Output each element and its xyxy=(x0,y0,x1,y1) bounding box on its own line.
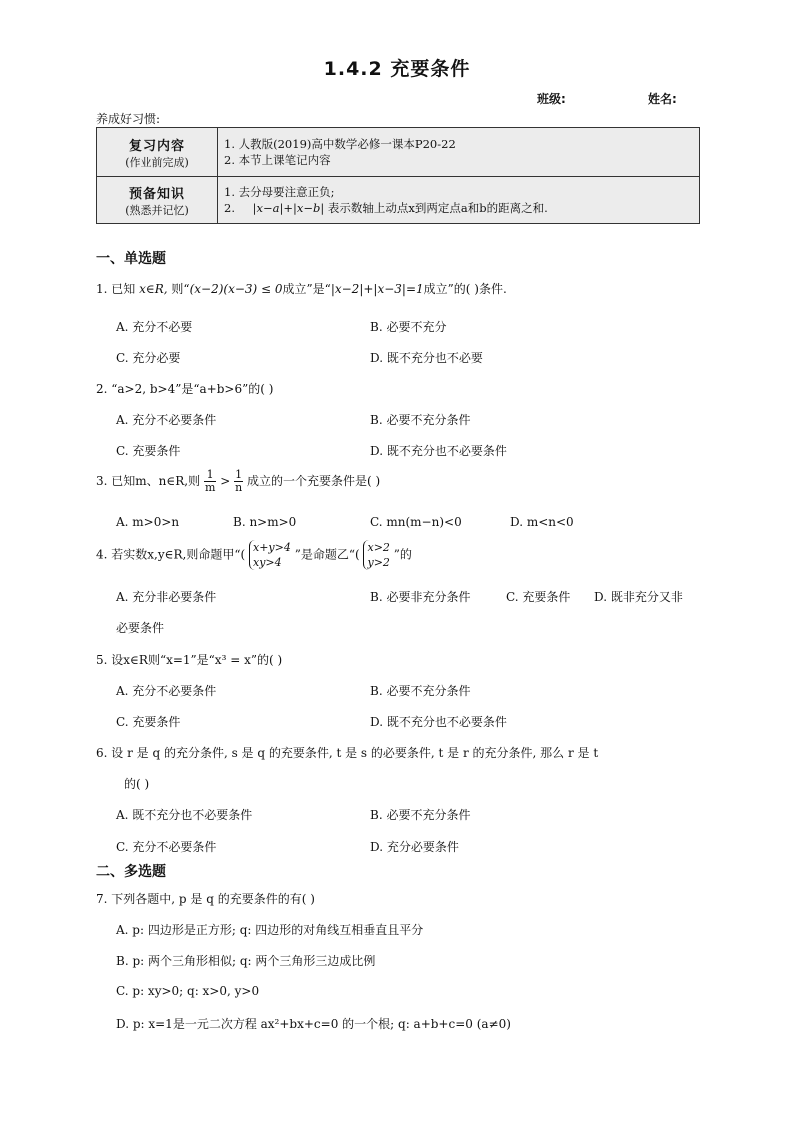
option-b: B. 必要不充分条件 xyxy=(370,808,471,822)
question-3: 3. 已知m、n∈R,则 $\frac{1}{m}$ > $\frac{1}{n}$ 成立的一个充要条件是( ) xyxy=(96,468,381,494)
review-items-cell xyxy=(218,128,700,177)
review-table xyxy=(96,127,700,224)
question-7: 7. 下列各题中, p 是 q 的充要条件的有( ) xyxy=(96,892,315,906)
review-item: 1. 人教版(2019)高中数学必修一课本P20-22 xyxy=(224,137,456,151)
option-a: A. 充分不必要条件 xyxy=(116,413,217,427)
page-title: 1.4.2 充要条件 xyxy=(323,58,471,80)
distance-expression: |x−a|+|x−b| xyxy=(252,201,325,215)
question-5: 5. 设x∈R则“x=1”是“x³ = x”的( ) xyxy=(96,653,283,667)
option-d: D. 充分必要条件 xyxy=(370,840,459,854)
system-b: x>2 y>2 xyxy=(363,540,389,570)
option-d: D. 既不充分也不必要条件 xyxy=(370,444,507,458)
question-1: 1. 已知 x∈R, 则“(x−2)(x−3) ≤ 0成立”是“|x−2|+|x−3|=1成立”的( )条件. xyxy=(96,282,507,296)
prep-items-cell xyxy=(218,177,700,224)
option-c: C. mn(m−n)<0 xyxy=(370,515,462,529)
question-6: 6. 设 r 是 q 的充分条件, s 是 q 的充要条件, t 是 s 的必要条件, t 是 r 的充分条件, 那么 r 是 t xyxy=(96,746,599,760)
option-b: B. 必要非充分条件 xyxy=(370,590,471,604)
prep-row xyxy=(97,177,700,224)
option-c: C. 充分不必要条件 xyxy=(116,840,217,854)
option-a: A. 充分不必要 xyxy=(116,320,193,334)
option-d-wrap: 必要条件 xyxy=(116,621,165,635)
option-b: B. n>m>0 xyxy=(233,515,297,529)
option-b: B. 必要不充分条件 xyxy=(370,413,471,427)
option-c: C. 充要条件 xyxy=(116,715,181,729)
prep-sub: (熟悉并记忆) xyxy=(125,203,189,217)
option-a: A. 既不充分也不必要条件 xyxy=(116,808,253,822)
option-d: D. 既不充分也不必要 xyxy=(370,351,483,365)
prep-item: 2. |x−a|+|x−b| 表示数轴上动点x到两定点a和b的距离之和. xyxy=(224,201,548,215)
section-single-choice: 一、单选题 xyxy=(96,251,166,267)
option-a: A. m>0>n xyxy=(116,515,180,529)
review-item: 2. 本节上课笔记内容 xyxy=(224,153,331,167)
review-head: 复习内容 xyxy=(128,138,185,154)
option-d: D. 既非充分又非 xyxy=(594,590,683,604)
option-d: D. m<n<0 xyxy=(510,515,574,529)
habit-label: 养成好习惯: xyxy=(96,112,161,126)
option-d: D. p: x=1是一元二次方程 ax²+bx+c=0 的一个根; q: a+b+c=0 (a≠0) xyxy=(116,1017,511,1031)
prep-head-cell xyxy=(97,177,218,224)
option-b: B. p: 两个三角形相似; q: 两个三角形三边成比例 xyxy=(116,954,376,968)
question-4: 4. 若实数x,y∈R,则命题甲“( x+y>4 xy>4 ”是命题乙“( x>2 y>2 ”的 xyxy=(96,541,412,569)
option-c: C. 充要条件 xyxy=(506,590,571,604)
section-multiple-choice: 二、多选题 xyxy=(96,864,166,880)
question-2: 2. “a>2, b>4”是“a+b>6”的( ) xyxy=(96,382,274,396)
fraction-1-over-m: $\frac{1}{m}$ xyxy=(204,468,216,494)
option-c: C. 充要条件 xyxy=(116,444,181,458)
option-d: D. 既不充分也不必要条件 xyxy=(370,715,507,729)
option-b: B. 必要不充分 xyxy=(370,320,447,334)
option-b: B. 必要不充分条件 xyxy=(370,684,471,698)
option-a: A. 充分不必要条件 xyxy=(116,684,217,698)
system-a: x+y>4 xy>4 xyxy=(249,540,291,570)
option-c: C. 充分必要 xyxy=(116,351,181,365)
review-head-cell xyxy=(97,128,218,177)
name-label: 姓名: xyxy=(648,92,677,106)
class-label: 班级: xyxy=(537,92,566,106)
prep-head: 预备知识 xyxy=(128,186,185,202)
question-6-wrap: 的( ) xyxy=(124,777,150,791)
option-a: A. 充分非必要条件 xyxy=(116,590,217,604)
fraction-1-over-n: $\frac{1}{n}$ xyxy=(235,468,243,494)
option-a: A. p: 四边形是正方形; q: 四边形的对角线互相垂直且平分 xyxy=(116,923,424,937)
prep-item: 1. 去分母要注意正负; xyxy=(224,185,335,199)
review-row xyxy=(97,128,700,177)
review-sub: (作业前完成) xyxy=(125,155,189,169)
option-c: C. p: xy>0; q: x>0, y>0 xyxy=(116,984,260,998)
